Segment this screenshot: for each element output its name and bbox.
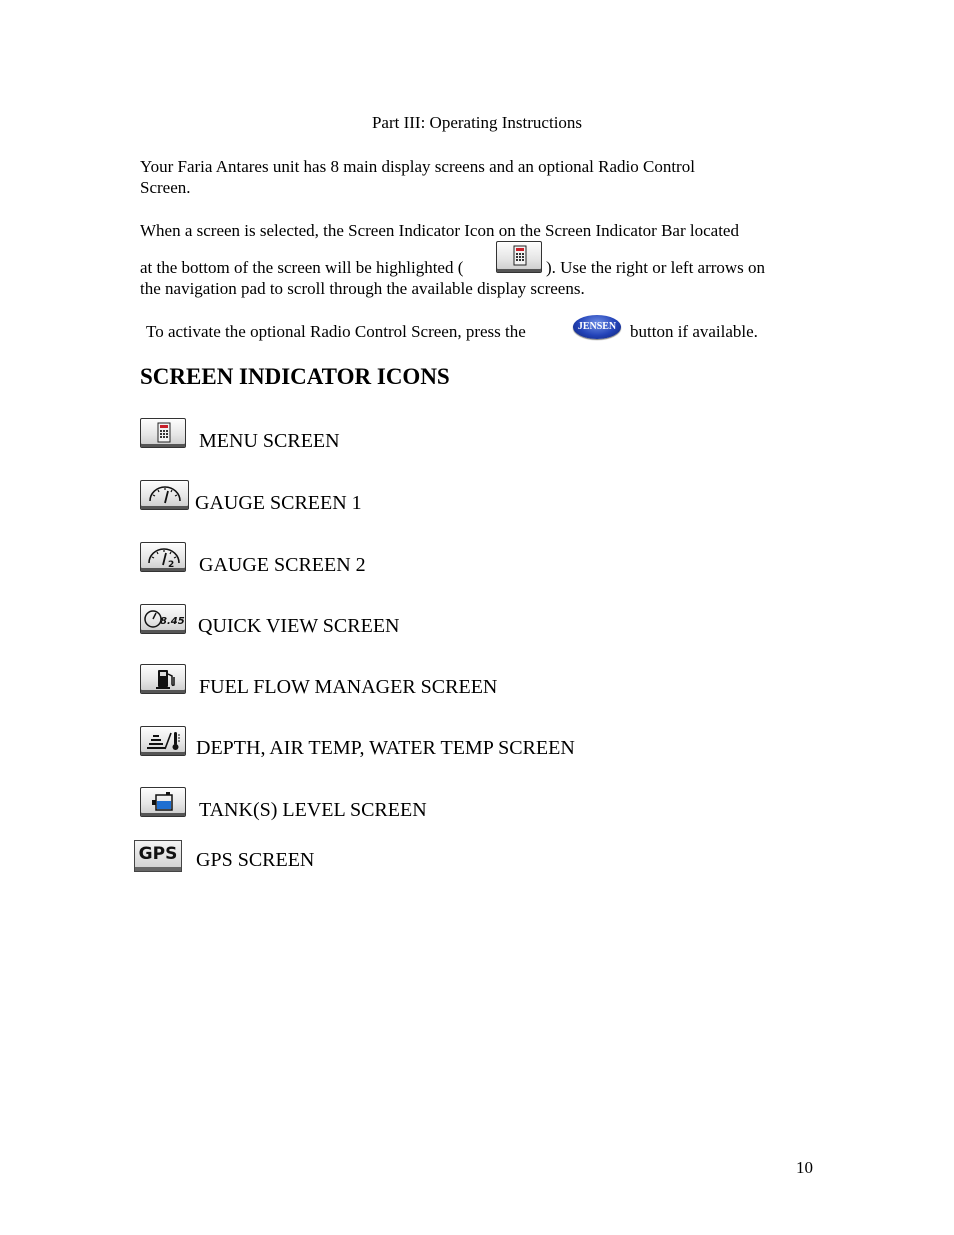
intro-paragraph-2-line-1: When a screen is selected, the Screen Indicator Icon on the Screen Indicator Bar located	[140, 221, 739, 240]
page-number: 10	[796, 1158, 813, 1177]
intro-paragraph-1-line-1: Your Faria Antares unit has 8 main display screens and an optional Radio Control	[140, 157, 695, 176]
part-title: Part III: Operating Instructions	[371, 113, 583, 132]
depth-temp-icon	[140, 726, 186, 756]
intro-paragraph-1-line-2: Screen.	[140, 178, 191, 197]
depth-temp-label: DEPTH, AIR TEMP, WATER TEMP SCREEN	[196, 737, 575, 759]
gauge-screen-1-icon	[140, 480, 189, 510]
quick-view-value: 8.45	[160, 616, 185, 627]
gauge-screen-2-icon	[140, 542, 186, 572]
gauge-2-number: 2	[168, 560, 175, 570]
menu-screen-icon	[140, 418, 186, 448]
gauge-screen-2-label: GAUGE SCREEN 2	[199, 554, 366, 576]
highlighted-menu-icon	[496, 241, 542, 273]
quick-view-icon	[140, 604, 186, 634]
intro-paragraph-2-line-3: the navigation pad to scroll through the available display screens.	[140, 279, 585, 298]
gps-screen-label: GPS SCREEN	[196, 849, 315, 871]
intro-paragraph-2-line-2-after: ). Use the right or left arrows on	[546, 258, 766, 277]
tank-level-label: TANK(S) LEVEL SCREEN	[199, 799, 427, 821]
fuel-pump-icon	[140, 664, 186, 694]
tank-level-icon	[140, 787, 186, 817]
jensen-button-icon: JENSEN	[573, 315, 621, 339]
intro-paragraph-3-before: To activate the optional Radio Control Screen, press the	[146, 322, 526, 341]
intro-paragraph-2-line-2-before: at the bottom of the screen will be highlighted (	[140, 258, 464, 277]
quick-view-label: QUICK VIEW SCREEN	[198, 615, 400, 637]
fuel-flow-label: FUEL FLOW MANAGER SCREEN	[199, 676, 498, 698]
section-heading: SCREEN INDICATOR ICONS	[140, 364, 450, 389]
gps-icon: GPS	[134, 840, 182, 872]
intro-paragraph-3-after: button if available.	[630, 322, 758, 341]
menu-screen-label: MENU SCREEN	[199, 430, 340, 452]
gauge-screen-1-label: GAUGE SCREEN 1	[195, 492, 362, 514]
